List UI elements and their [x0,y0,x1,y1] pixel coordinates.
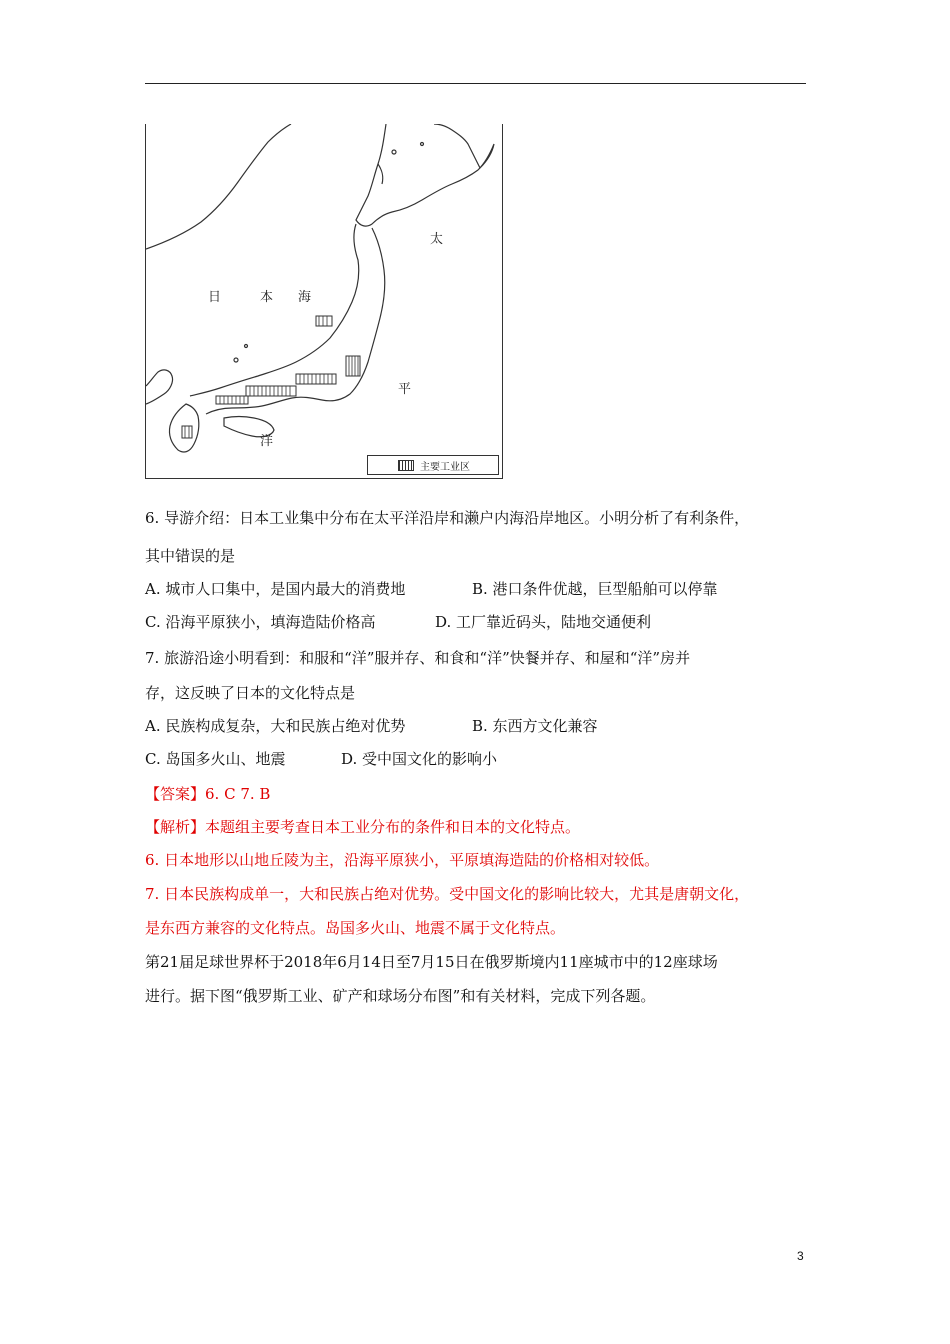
industrial-zone-legend-icon [398,460,414,471]
analysis-tag: 【解析】 [145,818,206,836]
analysis-text: 本题组主要考查日本工业分布的条件和日本的文化特点。 [205,818,581,836]
q6-options-row2 [145,612,651,632]
japan-map-figure [145,124,503,479]
intro-line2: 进行。据下图“俄罗斯工业、矿产和球场分布图”和有关材料，完成下列各题。 [145,987,656,1005]
answer-tag: 【答案】 [145,785,206,803]
q6-options-row1 [145,579,718,599]
q7-option-a: A. 民族构成复杂，大和民族占绝对优势 [145,717,406,735]
q7-option-b: B. 东西方文化兼容 [472,717,598,735]
map-label-ocean-tai: 太 [430,232,444,247]
japan-map-drawing [146,124,502,478]
q7-stem-line1: 7. 旅游沿途小明看到：和服和“洋”服并存、和食和“洋”快餐并存、和屋和“洋”房并 [145,649,691,667]
q6-option-c: C. 沿海平原狭小，填海造陆价格高 [145,613,376,631]
q6-stem-line1: 6. 导游介绍：日本工业集中分布在太平洋沿岸和濑户内海沿岸地区。小明分析了有利条件， [145,509,750,527]
page-number: 3 [797,1249,804,1263]
q7-options-row2 [145,749,497,769]
q6-option-d: D. 工厂靠近码头，陆地交通便利 [435,613,652,631]
q7-stem-line2: 存，这反映了日本的文化特点是 [145,684,356,702]
map-label-ocean-yang: 洋 [260,434,274,449]
map-label-sea-ri: 日 [208,290,222,305]
header-rule [145,83,806,84]
analysis-q7-line2: 是东西方兼容的文化特点。岛国多火山、地震不属于文化特点。 [145,919,566,937]
map-label-ocean-ping: 平 [398,382,412,397]
q7-option-d: D. 受中国文化的影响小 [341,750,498,768]
map-legend [367,455,499,475]
q7-option-c: C. 岛国多火山、地震 [145,750,286,768]
answer-line [145,784,270,804]
legend-label: 主要工业区 [420,461,470,473]
analysis-q6: 6. 日本地形以山地丘陵为主，沿海平原狭小，平原填海造陆的价格相对较低。 [145,851,660,869]
analysis-q7-line1: 7. 日本民族构成单一，大和民族占绝对优势。受中国文化的影响比较大，尤其是唐朝文化， [145,885,750,903]
answer-text: 6. C 7. B [205,785,271,803]
intro-line1: 第21届足球世界杯于2018年6月14日至7月15日在俄罗斯境内11座城市中的12座球场 [145,953,718,971]
map-label-sea-ben: 本 [260,290,274,305]
q6-option-b: B. 港口条件优越，巨型船舶可以停靠 [472,580,718,598]
map-label-sea-hai: 海 [298,290,312,305]
analysis-line [145,817,580,837]
q6-option-a: A. 城市人口集中，是国内最大的消费地 [145,580,406,598]
q7-options-row1 [145,716,598,736]
q6-stem-line2: 其中错误的是 [145,547,236,565]
